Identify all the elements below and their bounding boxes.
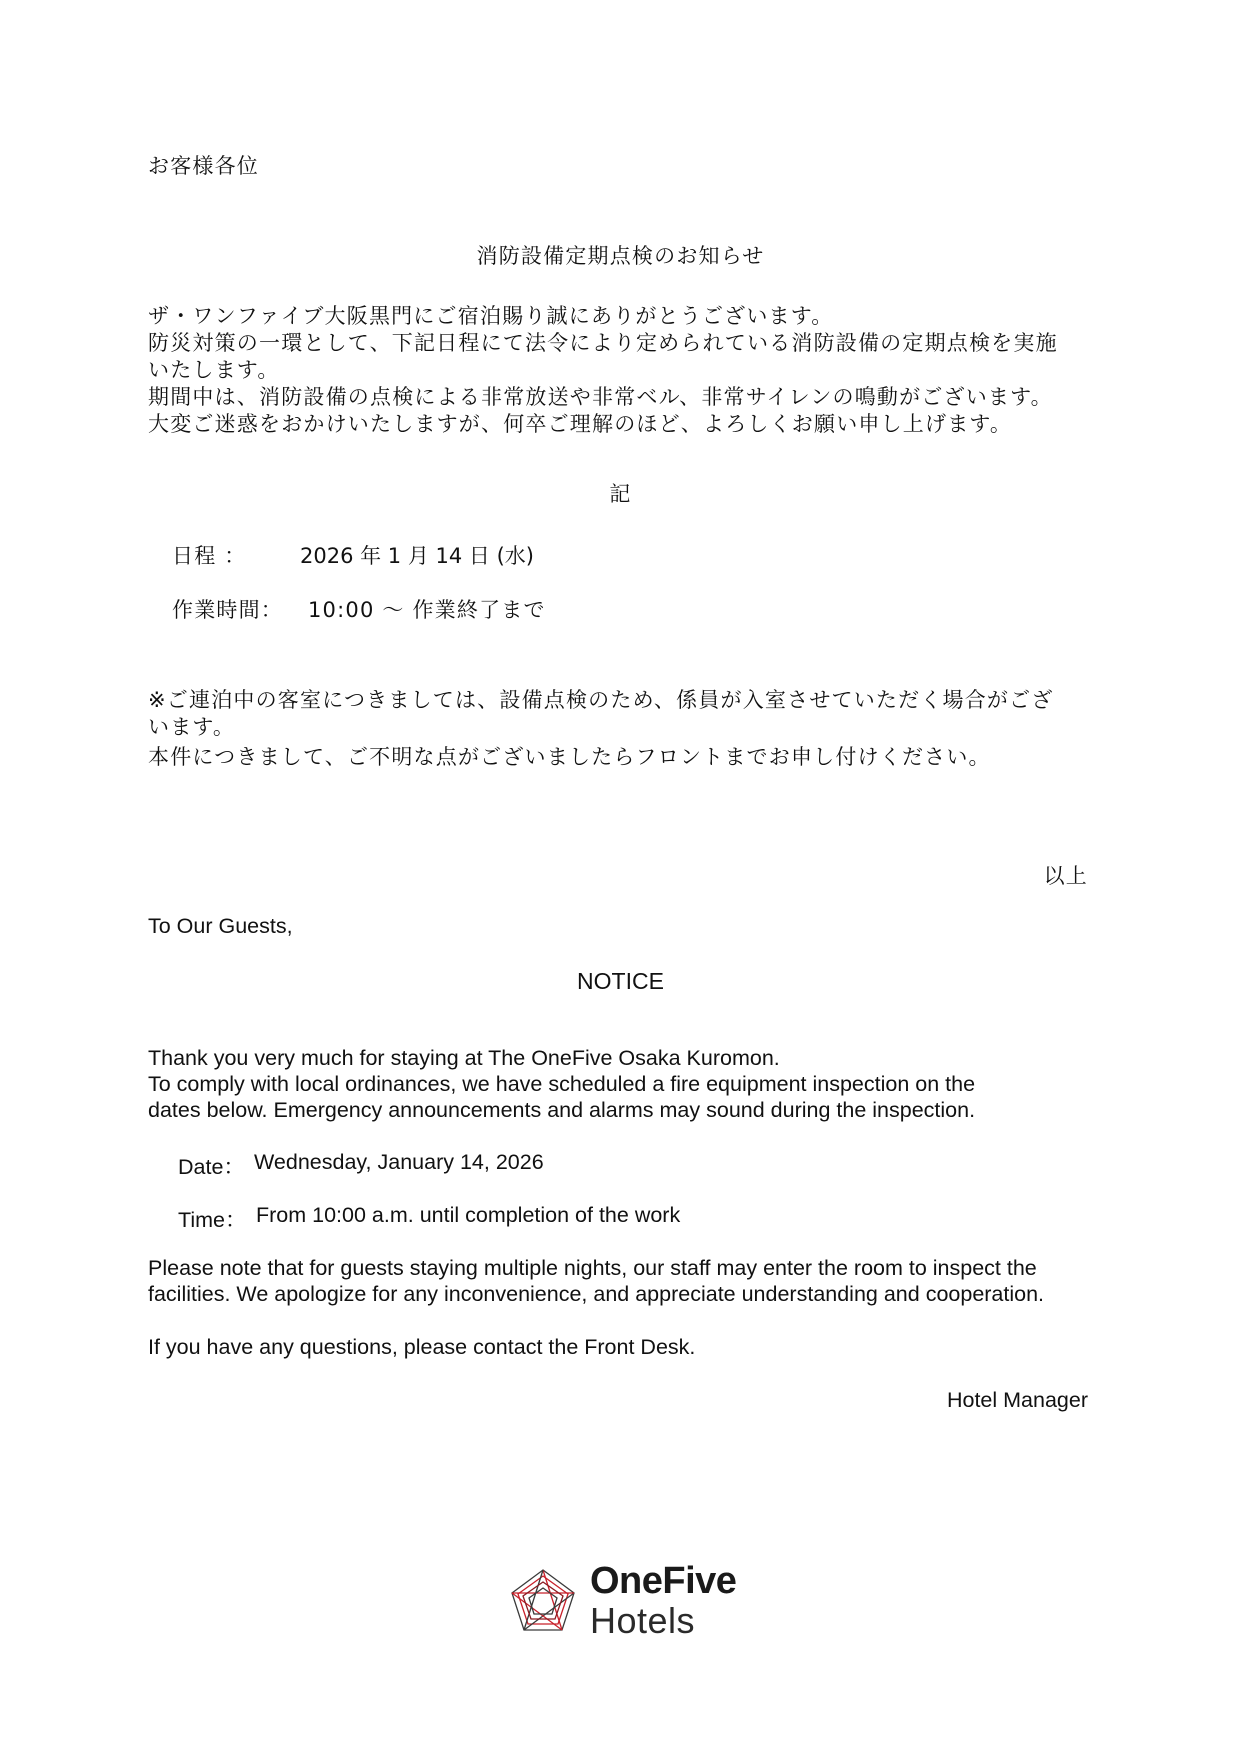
en-date-label: Date：	[178, 1155, 245, 1179]
jp-date-value: 2026 年 1 月 14 日 (水)	[300, 544, 534, 568]
en-body-line: Thank you very much for staying at The OneFive Osaka Kuromon.	[148, 1046, 780, 1070]
pentagon-star-logo-icon	[508, 1566, 578, 1636]
jp-time-value: 10:00 ～ 作業終了まで	[308, 598, 546, 622]
jp-title: 消防設備定期点検のお知らせ	[476, 244, 765, 268]
jp-body-line: いたします。	[148, 358, 280, 382]
en-salutation: To Our Guests,	[148, 914, 293, 938]
logo-wordmark-line1: OneFive	[590, 1560, 737, 1602]
jp-note-line: 本件につきまして、ご不明な点がございましたらフロントまでお申し付けください。	[148, 745, 991, 769]
jp-closing: 以上	[1043, 864, 1088, 888]
logo-wordmark-line2: Hotels	[590, 1600, 696, 1641]
en-body-line: dates below. Emergency announcements and alarms may sound during the inspection.	[148, 1098, 976, 1122]
jp-note-line: います。	[148, 715, 236, 739]
en-note-line: Please note that for guests staying multiple nights, our staff may enter the room to inspect the	[148, 1256, 1037, 1280]
en-note-line: facilities. We apologize for any inconvenience, and appreciate understanding and cooperation.	[148, 1282, 1045, 1306]
jp-time-label: 作業時間：	[172, 598, 283, 622]
en-contact: If you have any questions, please contact the Front Desk.	[148, 1335, 696, 1359]
en-signature: Hotel Manager	[946, 1388, 1088, 1412]
jp-salutation: お客様各位	[148, 154, 259, 178]
jp-note-line: ※ご連泊中の客室につきましては、設備点検のため、係員が入室させていただく場合がござ	[148, 688, 1054, 712]
en-body-line: To comply with local ordinances, we have scheduled a fire equipment inspection on the	[148, 1072, 976, 1096]
jp-body-line: ザ・ワンファイブ大阪黒門にご宿泊賜り誠にありがとうございます。	[148, 304, 834, 328]
jp-body-line: 防災対策の一環として、下記日程にて法令により定められている消防設備の定期点検を実施	[148, 331, 1058, 355]
en-time-value: From 10:00 a.m. until completion of the work	[256, 1203, 681, 1227]
en-date-value: Wednesday, January 14, 2026	[254, 1150, 544, 1174]
hotel-logo	[508, 1560, 738, 1640]
en-title: NOTICE	[577, 968, 664, 994]
jp-ki: 記	[609, 482, 632, 506]
jp-body-line: 期間中は、消防設備の点検による非常放送や非常ベル、非常サイレンの鳴動がございます。	[148, 385, 1053, 409]
jp-body-line: 大変ご迷惑をおかけいたしますが、何卒ご理解のほど、よろしくお願い申し上げます。	[148, 412, 1013, 436]
en-time-label: Time：	[178, 1208, 247, 1232]
jp-date-label: 日程 ：	[172, 544, 247, 568]
